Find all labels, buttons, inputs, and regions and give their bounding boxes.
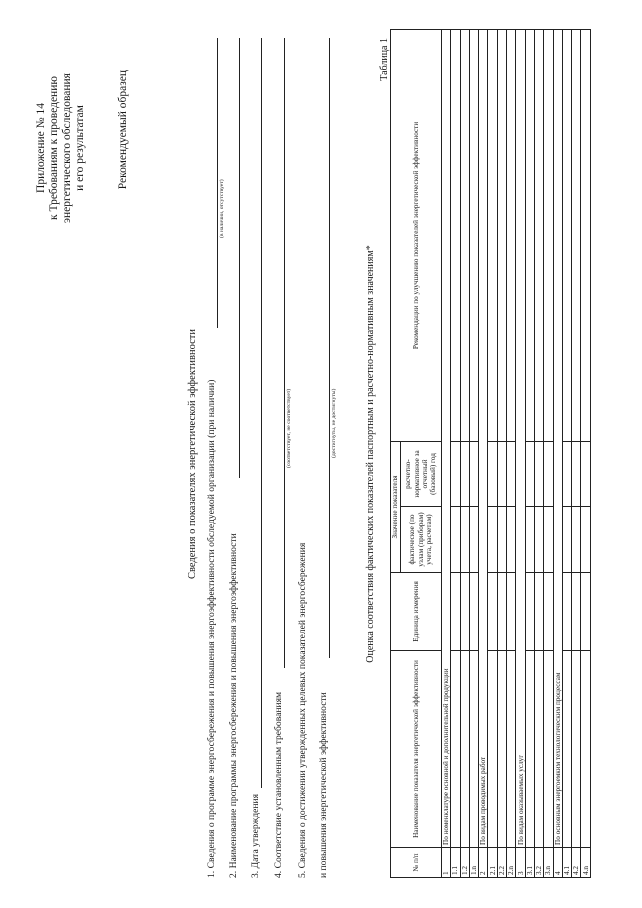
row-number: 3.2	[534, 848, 543, 878]
row-number: 1.1	[451, 848, 460, 878]
group-heading: По номенклатуре основной и дополнительной продукции	[442, 29, 451, 847]
empty-cell	[544, 29, 553, 441]
item-5-targets: 5. Сведения о достижении утвержденных целевых показателей энергосбережения	[297, 542, 308, 878]
empty-cell	[572, 651, 581, 848]
empty-cell	[488, 441, 497, 506]
empty-cell	[562, 507, 571, 573]
row-number: 1.n	[469, 848, 478, 878]
empty-cell	[497, 441, 506, 506]
col-header-value-group: Значение показателя	[391, 441, 401, 572]
empty-cell	[451, 573, 460, 651]
row-number: 4.n	[581, 848, 590, 878]
item-2-program-name: 2. Наименование программы энергосбережения и повышения энергоэффективности	[228, 533, 239, 878]
table-row	[544, 29, 553, 877]
item-1-fill-line	[217, 38, 218, 328]
rotated-document-page	[35, 30, 607, 878]
row-number: 4.1	[562, 848, 571, 878]
empty-cell	[469, 573, 478, 651]
recommended-sample-label: Рекомендуемый образец	[117, 70, 129, 190]
empty-cell	[507, 651, 516, 848]
table-row	[497, 29, 506, 877]
group-heading: По видам оказываемых услуг	[516, 29, 525, 847]
hint-availability: (в наличии, отсутствует)	[219, 179, 225, 238]
section-title: Сведения о показателях энергетической эффективности	[187, 329, 198, 579]
empty-cell	[525, 29, 534, 441]
empty-cell	[497, 573, 506, 651]
group-heading: По видам проводимых работ	[479, 29, 488, 847]
appendix-to: к Требованиям к проведению	[48, 76, 60, 220]
empty-cell	[460, 29, 469, 441]
empty-cell	[460, 441, 469, 506]
table-number: Таблица 1	[379, 38, 390, 81]
table-row	[553, 29, 562, 877]
empty-cell	[451, 651, 460, 848]
col-header-name: Наименование показателя энергетической эффективности	[391, 651, 442, 848]
empty-cell	[534, 507, 543, 573]
empty-cell	[469, 507, 478, 573]
item-3-fill-line	[261, 38, 262, 788]
table-row	[534, 29, 543, 877]
row-number: 4.2	[572, 848, 581, 878]
empty-cell	[469, 651, 478, 848]
empty-cell	[488, 573, 497, 651]
row-number: 2.2	[497, 848, 506, 878]
table-row	[488, 29, 497, 877]
hint-compliance: (соответствует, не соответствует)	[286, 388, 292, 468]
table-row	[507, 29, 516, 877]
empty-cell	[562, 573, 571, 651]
empty-cell	[497, 507, 506, 573]
empty-cell	[497, 651, 506, 848]
empty-cell	[469, 29, 478, 441]
item-5-continuation: и повышения энергетической эффективности	[318, 692, 329, 878]
table-row	[460, 29, 469, 877]
efficiency-table	[390, 29, 591, 878]
empty-cell	[497, 29, 506, 441]
empty-cell	[534, 441, 543, 506]
empty-cell	[572, 29, 581, 441]
col-header-unit: Единица измерения	[391, 573, 442, 651]
col-header-actual: фактическое (по узлам (приборам) учета, расчетам)	[401, 507, 442, 573]
empty-cell	[534, 29, 543, 441]
row-number: 3.n	[544, 848, 553, 878]
table-row	[451, 29, 460, 877]
col-header-normative: расчетно-нормативное за отчетный (базовый) год	[401, 441, 442, 506]
empty-cell	[562, 441, 571, 506]
empty-cell	[534, 651, 543, 848]
empty-cell	[544, 651, 553, 848]
row-number: 3.1	[525, 848, 534, 878]
empty-cell	[507, 29, 516, 441]
item-4-compliance: 4. Соответствие установленным требованиям	[273, 691, 284, 878]
empty-cell	[581, 573, 590, 651]
empty-cell	[507, 441, 516, 506]
empty-cell	[525, 441, 534, 506]
empty-cell	[581, 441, 590, 506]
appendix-number: Приложение № 14	[35, 103, 47, 193]
table-row	[469, 29, 478, 877]
empty-cell	[534, 573, 543, 651]
table-row	[479, 29, 488, 877]
item-4-fill-line	[284, 38, 285, 668]
empty-cell	[562, 651, 571, 848]
empty-cell	[544, 507, 553, 573]
item-2-fill-line	[239, 38, 240, 478]
empty-cell	[525, 507, 534, 573]
table-row	[572, 29, 581, 877]
row-number: 1.2	[460, 848, 469, 878]
empty-cell	[488, 507, 497, 573]
empty-cell	[544, 573, 553, 651]
table-row	[516, 29, 525, 877]
empty-cell	[572, 507, 581, 573]
row-number: 2.n	[507, 848, 516, 878]
appendix-audit: энергетического обследования	[61, 73, 73, 223]
empty-cell	[572, 441, 581, 506]
empty-cell	[572, 573, 581, 651]
row-number: 2.1	[488, 848, 497, 878]
col-header-num: № п/п	[391, 848, 442, 878]
row-number: 1	[442, 848, 451, 878]
table-body	[442, 29, 591, 877]
empty-cell	[507, 573, 516, 651]
empty-cell	[460, 651, 469, 848]
table-row	[442, 29, 451, 877]
empty-cell	[507, 507, 516, 573]
empty-cell	[460, 573, 469, 651]
empty-cell	[488, 651, 497, 848]
col-header-recommendations: Рекомендации по улучшению показателей энергетической эффективности	[391, 29, 442, 441]
empty-cell	[544, 441, 553, 506]
table-row	[525, 29, 534, 877]
table-row	[581, 29, 590, 877]
empty-cell	[562, 29, 571, 441]
empty-cell	[581, 507, 590, 573]
row-number: 3	[516, 848, 525, 878]
row-number: 2	[479, 848, 488, 878]
hint-achieved: (достигнуты, не достигнуты)	[331, 388, 337, 458]
empty-cell	[451, 29, 460, 441]
empty-cell	[460, 507, 469, 573]
empty-cell	[488, 29, 497, 441]
appendix-header	[35, 38, 87, 258]
empty-cell	[451, 441, 460, 506]
item-3-approval-date: 3. Дата утверждения	[250, 793, 261, 878]
empty-cell	[525, 573, 534, 651]
empty-cell	[581, 651, 590, 848]
table-title: Оценка соответствия фактических показателей паспортным и расчетно-нормативным значениям*	[365, 245, 376, 663]
empty-cell	[581, 29, 590, 441]
empty-cell	[525, 651, 534, 848]
empty-cell	[469, 441, 478, 506]
row-number: 4	[553, 848, 562, 878]
group-heading: По основным энергоемким технологическим процессам	[553, 29, 562, 847]
item-5-fill-line	[329, 38, 330, 658]
item-1-program-info: 1. Сведения о программе энергосбережения и повышения энергоэффективности обследуемой организации (при наличии)	[206, 379, 217, 878]
table-row	[562, 29, 571, 877]
appendix-results: и его результатам	[74, 105, 86, 191]
empty-cell	[451, 507, 460, 573]
